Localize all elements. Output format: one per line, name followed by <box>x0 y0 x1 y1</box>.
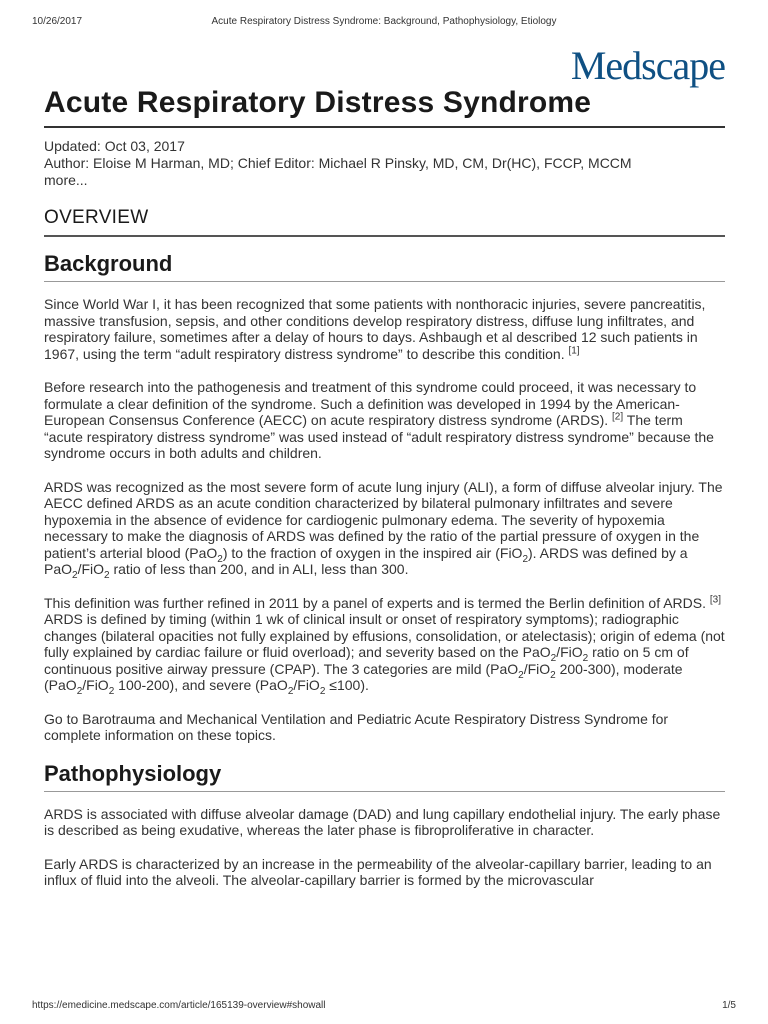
article-content <box>44 80 725 906</box>
updated-date: Updated: Oct 03, 2017 <box>44 138 185 154</box>
print-doc-title: Acute Respiratory Distress Syndrome: Background, Pathophysiology, Etiology <box>211 16 557 27</box>
print-url: https://emedicine.medscape.com/article/165139-overview#showall <box>32 1000 326 1011</box>
print-date: 10/26/2017 <box>32 16 83 27</box>
reference-1[interactable]: [1] <box>568 344 580 356</box>
reference-2[interactable]: [2] <box>612 411 624 423</box>
pathophysiology-divider <box>44 791 725 792</box>
background-paragraph-4: This definition was further refined in 2011 by a panel of experts and is termed the Berlin definition of ARDS. [3] ARDS is defined by timing (within 1 wk of clinical insult or onset of respiratory symptoms); radiographic changes (bilateral opacities not fully explained by effusions, consolidation, or atelectasis); origin of edema (not fully explained by cardiac failure or fluid overload); and severity based on the PaO$_2$/FiO$_2$ ratio on 5 cm of continuous positive airway pressure (CPAP). The 3 categories are mild (PaO$_2$/FiO$_2$ 200-300), moderate (PaO$_2$/FiO$_2$ 100-200), and severe (PaO$_2$/FiO$_2$ ≤100). <box>44 593 725 697</box>
title-divider <box>44 126 725 128</box>
overview-heading: OVERVIEW <box>44 207 149 228</box>
print-header <box>32 16 736 30</box>
background-paragraph-1: Since World War I, it has been recognized that some patients with nonthoracic injuries, severe pancreatitis, massive transfusion, sepsis, and other conditions develop respiratory distress, diffuse lung infiltrates, and respiratory failure, sometimes after a delay of hours to days. Ashbaugh et al described 12 such patients in 1967, using the term “adult respiratory distress syndrome” to describe this condition. [1] <box>44 296 706 362</box>
print-footer <box>32 1000 736 1012</box>
reference-3[interactable]: [3] <box>709 593 722 605</box>
pathophysiology-paragraph-1: ARDS is associated with diffuse alveolar damage (DAD) and lung capillary endothelial injury. The early phase is described as being exudative, whereas the later phase is fibroproliferative in character. <box>44 805 721 838</box>
overview-divider <box>44 235 725 237</box>
pathophysiology-paragraph-2: Early ARDS is characterized by an increase in the permeability of the alveolar-capillary barrier, leading to an influx of fluid into the alveoli. The alveolar-capillary barrier is formed by the microvascular <box>44 855 712 888</box>
background-paragraph-2: Before research into the pathogenesis and treatment of this syndrome could proceed, it was necessary to formulate a clear definition of the syndrome. Such a definition was developed in 1994 by the American-European Consensus Conference (AECC) on acute respiratory distress syndrome (ARDS). [2] The term “acute respiratory distress syndrome” was used instead of “adult respiratory distress syndrome” because the syndrome occurs in both adults and children. <box>44 379 714 461</box>
page-title: Acute Respiratory Distress Syndrome <box>44 86 592 119</box>
background-divider <box>44 281 725 282</box>
author-line: Author: Eloise M Harman, MD; Chief Editor: Michael R Pinsky, MD, CM, Dr(HC), FCCP, MCCM <box>44 155 632 171</box>
more-link[interactable]: more... <box>44 172 88 188</box>
pathophysiology-heading: Pathophysiology <box>44 760 222 786</box>
background-paragraph-5: Go to Barotrauma and Mechanical Ventilation and Pediatric Acute Respiratory Distress Syndrome for complete information on these topics. <box>44 710 669 743</box>
medscape-logo[interactable]: Medscape <box>570 43 725 88</box>
page-number: 1/5 <box>722 1000 736 1011</box>
article-meta <box>44 138 725 189</box>
background-heading: Background <box>44 251 173 276</box>
background-paragraph-3: ARDS was recognized as the most severe form of acute lung injury (ALI), a form of diffuse alveolar injury. The AECC defined ARDS as an acute condition characterized by bilateral pulmonary infiltrates and severe hypoxemia in the absence of evidence for cardiogenic pulmonary edema. The severity of hypoxemia necessary to make the diagnosis of ARDS was defined by the ratio of the partial pressure of oxygen in the patient’s arterial blood (PaO$_2$) to the fraction of oxygen in the inspired air (FiO$_2$). ARDS was defined by a PaO$_2$/FiO$_2$ ratio of less than 200, and in ALI, less than 300. <box>44 478 723 581</box>
